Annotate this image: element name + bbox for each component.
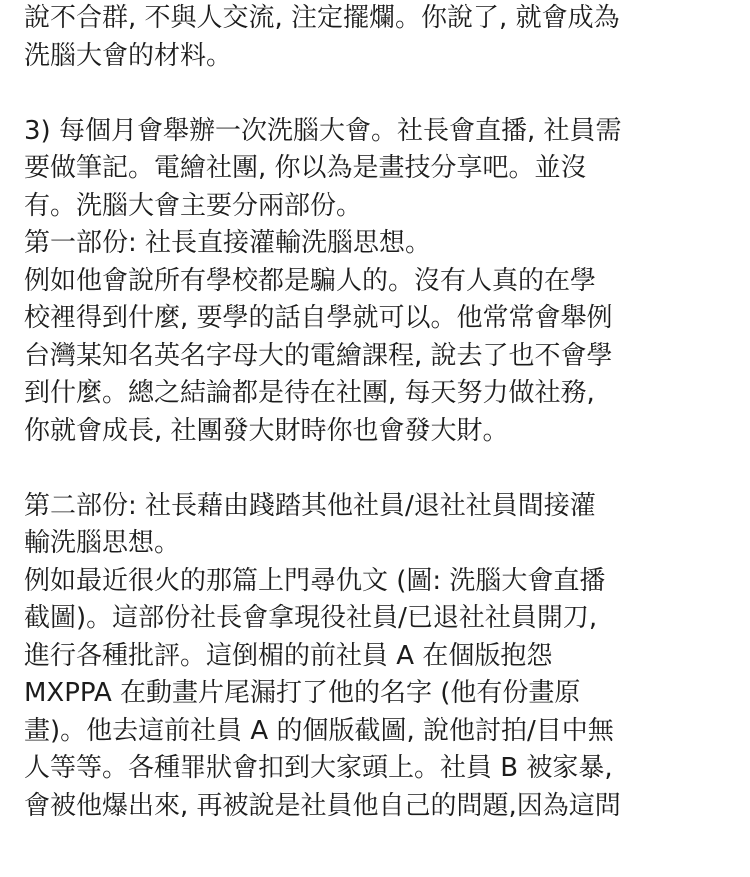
post-body bbox=[24, 0, 734, 825]
text-line: 3) 每個月會舉辦一次洗腦大會。社長會直播, 社員需 bbox=[24, 115, 622, 146]
text-line: 說不合群, 不與人交流, 注定擺爛。你說了, 就會成為 bbox=[24, 3, 620, 33]
text-line: 例如最近很火的那篇上門尋仇文 (圖: 洗腦大會直播 bbox=[24, 565, 606, 596]
text-line: 要做筆記。電繪社團, 你以為是畫技分享吧。並沒 bbox=[24, 153, 587, 183]
text-line: 校裡得到什麼, 要學的話自學就可以。他常常會舉例 bbox=[24, 303, 613, 333]
text-line: MXPPA 在動畫片尾漏打了他的名字 (他有份畫原 bbox=[24, 678, 581, 708]
text-line: 會被他爆出來, 再被說是社員他自己的問題,因為這問 bbox=[24, 790, 621, 821]
text-line: 第一部份: 社長直接灌輸洗腦思想。 bbox=[24, 228, 432, 258]
text-line: 你就會成長, 社團發大財時你也會發大財。 bbox=[24, 415, 509, 446]
text-line: 截圖)。這部份社長會拿現役社員/已退社社員開刀, bbox=[24, 603, 598, 633]
text-line: 第二部份: 社長藉由踐踏其他社員/退社社員間接灌 bbox=[24, 490, 596, 521]
text-line: 到什麼。總之結論都是待在社團, 每天努力做社務, bbox=[24, 378, 595, 408]
text-line: 進行各種批評。這倒楣的前社員 A 在個版抱怨 bbox=[24, 640, 553, 671]
text-line: 台灣某知名英名字母大的電繪課程, 說去了也不會學 bbox=[24, 340, 613, 371]
text-line: 人等等。各種罪狀會扣到大家頭上。社員 B 被家暴, bbox=[24, 753, 613, 783]
text-line: 畫)。他去這前社員 A 的個版截圖, 說他討拍/目中無 bbox=[24, 715, 614, 746]
paragraph-gap bbox=[24, 450, 734, 488]
paragraph-gap bbox=[24, 75, 734, 113]
text-line: 洗腦大會的材料。 bbox=[24, 40, 233, 71]
text-line: 輸洗腦思想。 bbox=[24, 528, 181, 558]
text-line: 例如他會說所有學校都是騙人的。沒有人真的在學 bbox=[24, 265, 597, 296]
text-line: 有。洗腦大會主要分兩部份。 bbox=[24, 190, 363, 221]
